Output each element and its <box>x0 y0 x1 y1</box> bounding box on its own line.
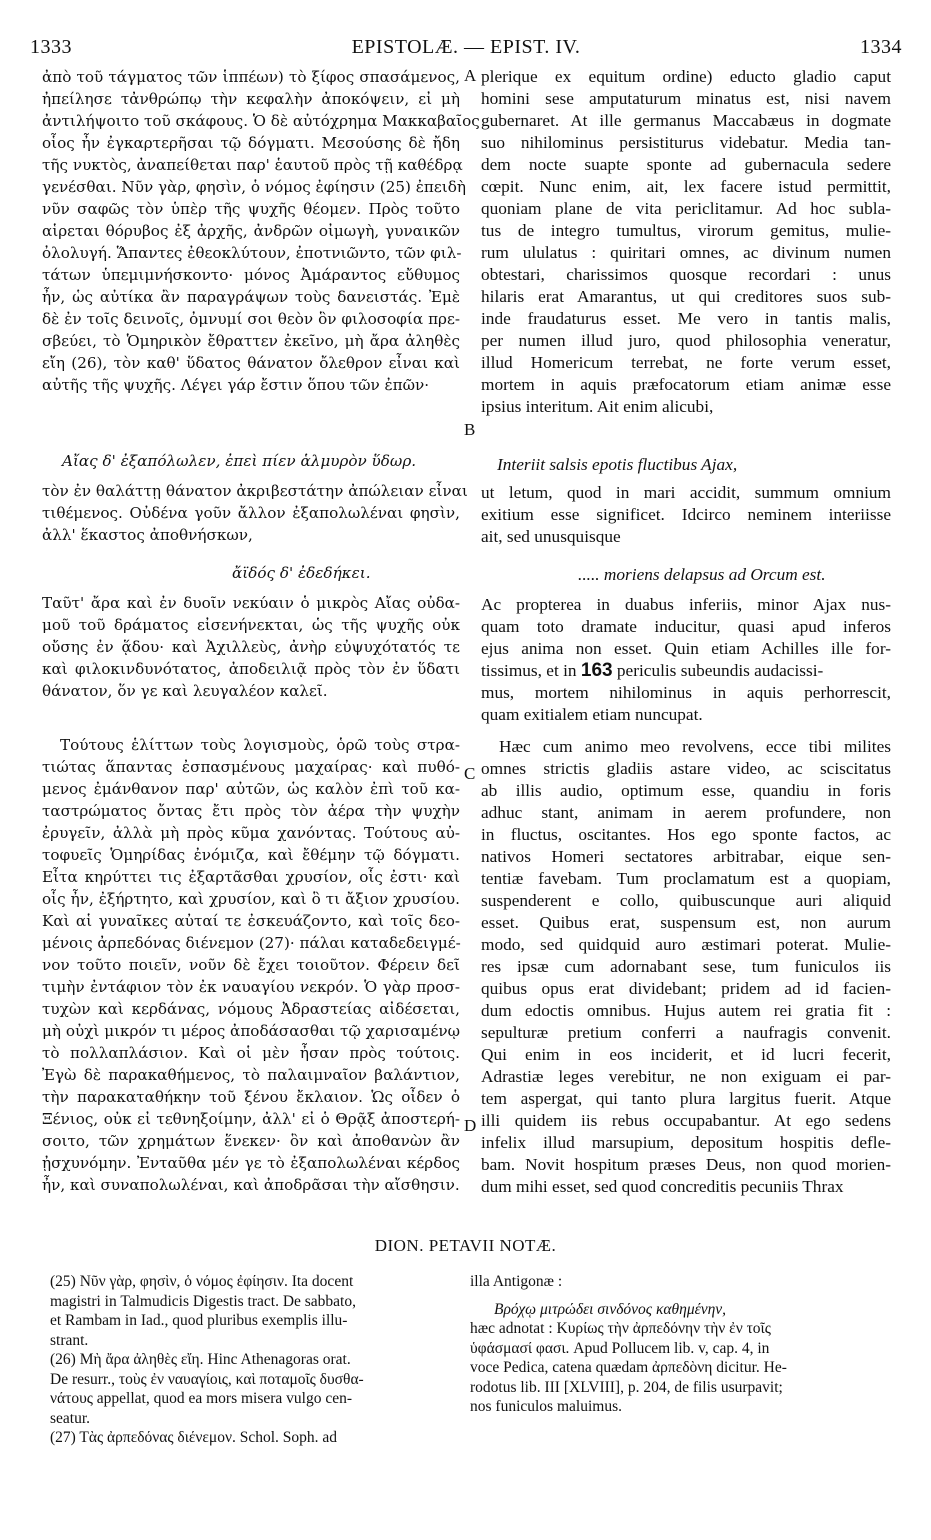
greek-line: αὐτῆς τῆς ψυχῆς. Λέγει γάρ ἔστιν ὅπου τῶν ἐπῶν· <box>42 376 430 394</box>
notes-right-column <box>470 1272 890 1417</box>
latin-line: ab illis audio, optimum esse, quandiu in foris <box>481 781 891 800</box>
greek-line: ἦν, καὶ συναπολωλέναι, καὶ ἀποδρᾶσαι τὴν αἴσθησιν. <box>42 1176 460 1194</box>
note-line: (25) Νῦν γὰρ, φησὶν, ὁ νόμος ἐφίησιν. Ita docent <box>50 1273 354 1290</box>
latin-line: obtestari, charissimos quosque recordari : unus <box>481 265 891 284</box>
latin-line: Qui enim in eos inciderit, et id lucri fecerit, <box>481 1045 891 1064</box>
right-page-number: 1334 <box>860 36 902 58</box>
latin-verse-2 <box>578 564 878 586</box>
greek-line: μοῦ τοῦ δράματος εἰσενήνεκται, ὡς τῆς ψυχῆς οὐκ <box>42 616 460 634</box>
latin-line: quoniam plane de vita periclitamur. Ad hoc subla- <box>481 199 891 218</box>
latin-line: mus, mortem nihilominus in aquis perhorrescit, <box>481 683 891 702</box>
note-line: et Rambam in Iad., quod pluribus exemplis illu- <box>50 1312 348 1329</box>
greek-line: τὴν παρακαταθήκην τοῦ ξένου ἔκλαιον. Ὡς οἶδεν ὁ <box>42 1088 460 1106</box>
latin-line: tem aspergat, qui tanto plura largitus fuerit. Atque <box>481 1089 891 1108</box>
note-line: rodotus lib. III [XLVIII], p. 204, de filis usurpavit; <box>470 1378 783 1396</box>
greek-line: μενος ἐμάνθανον παρ' αὐτῶν, ὡς καλὸν ἐπὶ τοῦ κα- <box>42 780 460 798</box>
greek-line: ὀλολυγή. Ἅπαντες ἐθεοκλύτουν, ἐποτνιῶντο, τῶν φιλ- <box>42 244 462 262</box>
greek-line: ἐρυγεῖν, ἀλλὰ μὴ πρὸς κῦμα χανόντας. Τούτους αὐ- <box>42 824 460 842</box>
note-verse-line: Βρόχῳ μιτρώδει σινδόνος καθημένην, <box>494 1300 727 1318</box>
latin-line: per numen illud juro, quod philosophia veneratur, <box>481 331 891 350</box>
latin-line-part: tissimus, et in <box>481 661 577 680</box>
greek-line: νῦν σαφῶς τὸν ὑπὲρ τῆς ψυχῆς θέομεν. Πρὸς τοῦτο <box>42 200 460 218</box>
latin-line <box>481 660 891 682</box>
greek-column-block-2 <box>42 480 468 546</box>
latin-line: exitium esse significet. Idcirco neminem interiisse <box>481 505 891 524</box>
greek-line: σβεύει, τὸ Ὁμηρικὸν ἔθραττεν ἐκεῖνο, μὴ ἄρα ἀληθὲς <box>42 332 460 350</box>
note-line: seatur. <box>50 1409 91 1427</box>
latin-line: dum edoctis omnibus. Hujus autem rei gratia fit : <box>481 1001 891 1020</box>
greek-line: μὴ οὐχὶ μικρόν τι μέρος ἀποδάσασθαι τῷ χαρισαμένῳ <box>42 1022 460 1040</box>
latin-line: dum mihi esset, sed quod concreditis pecuniis Thrax <box>481 1177 844 1196</box>
margin-letter-d: D <box>464 1116 477 1135</box>
page-marker: 163 <box>580 660 613 681</box>
latin-line: mortem in aquis præfocatorum etiam animæ esse <box>481 375 891 394</box>
greek-line: νον τοῦτο ποιεῖν, νοῦν δὲ ἔχει τοιοῦτον. Φέρειν δεῖ <box>42 956 460 974</box>
latin-line: sepulturæ pretium conferri a naufragis convenit. <box>481 1023 891 1042</box>
latin-verse-line: Interiit salsis epotis fluctibus Ajax, <box>497 455 738 474</box>
latin-line: modo, sed quidquid auro æstimari poterat. Mulie- <box>481 935 891 954</box>
notes-title: DION. PETAVII NOTÆ. <box>374 1236 557 1255</box>
latin-column-block-1 <box>481 66 891 418</box>
greek-line: Ἐγὼ δὲ παρακαθήμενος, τὸ παλαιμναῖον βαλάντιον, <box>42 1066 460 1084</box>
greek-line: σοιτο, τῶν χρημάτων ἕνεκεν· ὃν καὶ ἀποθανὼν ἂν <box>42 1132 460 1150</box>
margin-letter-c: C <box>464 764 476 783</box>
latin-line: cœpit. Nunc enim, ait, lex facere istud permittit, <box>481 177 891 196</box>
note-line: hæc adnotat : Κυρίως τὴν ἀρπεδόνην τὴν ἐν τοῖς <box>470 1320 771 1337</box>
note-line: De resurr., τοὺς ἐν ναυαγίοις, καὶ ποταμοῖς δυσθα- <box>50 1370 364 1388</box>
latin-line: res ipsæ cum adornabant sese, tum funiculos iis <box>481 957 891 976</box>
running-header <box>30 36 902 62</box>
greek-line: ἦν, ὡς αὐτίκα ἂν παραγράψων τοὺς δανειστάς. Ἐμὲ <box>42 288 460 306</box>
latin-line: illud Homericum terrebat, ne forte verum esset, <box>481 353 891 372</box>
latin-line: tentiæ favebam. Tum proclamatum est a quopiam, <box>481 869 891 888</box>
latin-line: quam exitialem etiam nuncupat. <box>481 705 703 724</box>
latin-line: rum ululatus : quiritari omnes, ac divinum numen <box>481 243 891 262</box>
latin-line-part: periculis subeundis audacissi- <box>616 661 824 680</box>
latin-line: homini sese amputaturum minatus est, nisi navem <box>481 89 891 108</box>
latin-line: adhuc stant, animam in aerem profundere, non <box>481 803 891 822</box>
note-line: (26) Μὴ ἄρα ἀληθὲς εἴη. Hinc Athenagoras orat. <box>50 1351 351 1368</box>
margin-letter-b: B <box>464 420 476 439</box>
note-line: illa Antigonæ : <box>470 1273 563 1290</box>
note-line: ὑφάσμασί φασι. Apud Pollucem lib. v, cap. 4, in <box>470 1339 770 1357</box>
latin-verse-line: ..... moriens delapsus ad Orcum est. <box>578 565 826 584</box>
latin-column-block-4 <box>481 736 891 1198</box>
greek-line: Εἶτα κηρύττει τις ἐξαρτᾶσθαι χρυσίον, οἷς ἐστι· καὶ <box>42 868 460 886</box>
latin-line: omnes strictis gladiis astare video, ac sciscitatus <box>481 759 891 778</box>
latin-line: dem nocte suapte sponte ad gubernacula sedere <box>481 155 891 174</box>
note-line: voce Pedica, catena quædam ἀρπεδὸνη dicitur. He- <box>470 1359 787 1376</box>
latin-line: tus de integro tumultus, virorum gemitus, mulie- <box>481 221 891 240</box>
note-line: νάτους appellat, quod ea mors misera vulgo cen- <box>50 1390 353 1407</box>
greek-line: τυχὼν καὶ κερδάνας, νόμους Ἀδραστείας αἰδέσεται, <box>42 1000 460 1018</box>
latin-line: Adrastiæ leges verebitur, ne non exiguam ei par- <box>481 1067 891 1086</box>
latin-line: suo nihilominus persistiturus videbatur. Media tan- <box>481 133 891 152</box>
greek-line: τιώτας ἅπαντας ἐσπασμένους μαχαίρας· καὶ πυθό- <box>42 758 460 776</box>
greek-line: ᾐσχυνόμην. Ἐνταῦθα μέν γε τὸ ἐξαπολωλέναι κέρδος <box>42 1154 460 1172</box>
greek-line: Τούτους ἑλίττων τοὺς λογισμοὺς, ὁρῶ τοὺς στρα- <box>60 736 460 754</box>
notes-left-column <box>50 1272 460 1448</box>
greek-line: τὸν ἐν θαλάττῃ θάνατον ἀκριβεστάτην ἀπώλειαν εἶναι <box>42 482 468 500</box>
greek-line: Ξένιος, οὐκ εἰ τεθνηξοίμην, ἀλλ' εἰ ὁ Θρᾷξ ἀποστερή- <box>42 1110 460 1128</box>
greek-line: τῆς νυκτὸς, ἀναπείθεται παρ' ἑαυτοῦ πρὸς τῇ καθέδρᾳ <box>42 156 463 174</box>
greek-line: τὸ πολλαπλάσιον. Καὶ οἱ μὲν ἦσαν πρὸς τούτοις. <box>42 1044 460 1062</box>
latin-line: inde fraudaturus esset. Me vero in tantis malis, <box>481 309 891 328</box>
latin-line: suspenderent e collo, quibuscunque auri aliquid <box>481 891 891 910</box>
latin-line: gubernaret. At ille germanus Maccabæus in dogmate <box>481 111 891 130</box>
greek-line: Καὶ αἱ γυναῖκες αὐταί τε ἐσκευάζοντο, καὶ τοῖς δεο- <box>42 912 460 930</box>
latin-verse-1 <box>497 454 907 476</box>
greek-column-block-4 <box>42 734 460 1196</box>
latin-line: esset. Quibus erat, suspensum est, non aurum <box>481 913 891 932</box>
left-page-number: 1333 <box>30 36 72 58</box>
latin-line: Hæc cum animo meo revolvens, ecce tibi milites <box>499 737 891 756</box>
greek-line: τάτων ὑπεμιμνήσκοντο· μόνος Ἀμάραντος εὔθυμος <box>42 266 460 284</box>
greek-column-block-3 <box>42 592 460 702</box>
greek-line: ἀπὸ τοῦ τάγματος τῶν ἱππέων) τὸ ξίφος σπασάμενος, <box>42 68 460 86</box>
running-title: EPISTOLÆ. — EPIST. IV. <box>351 36 581 58</box>
greek-line: ἀλλ' ἕκαστος ἀποθνήσκων, <box>42 526 253 544</box>
latin-line: quam toto dramate inducitur, quasi apud inferos <box>481 617 891 636</box>
greek-verse-2 <box>232 562 432 584</box>
greek-verse-1 <box>62 450 480 472</box>
latin-line: bam. Novit hospitum præses Deus, non quod morien- <box>481 1155 891 1174</box>
greek-line: μένοις ἀρπεδόνας διένεμον (27)· πάλαι καταδεδειγμέ- <box>42 934 461 952</box>
greek-line: τοφυεῖς Ὁμηρίδας ἐνόμιζα, καὶ ἔθέμην τῷ δόγματι. <box>42 846 460 864</box>
greek-line: δὲ ἐν τοῖς δεινοῖς, ὀμνυμί σοι θεὸν ὃν φιλοσοφία πρε- <box>42 310 460 328</box>
note-line: magistri in Talmudicis Digestis tract. De sabbato, <box>50 1292 356 1310</box>
latin-line: plerique ex equitum ordine) educto gladio caput <box>481 67 891 86</box>
latin-line: hilaris erat Amarantus, ut qui creditores suos sub- <box>481 287 891 306</box>
latin-column-block-3 <box>481 594 891 726</box>
greek-line: αἱρεται θόρυβος ἐξ ἀρχῆς, ἀνδρῶν οἰμωγὴ, γυναικῶν <box>42 222 460 240</box>
latin-line: quibus opus erat dividebant; pridem ad id facien- <box>481 979 891 998</box>
greek-line: Ταῦτ' ἄρα καὶ ἐν δυοῖν νεκύαιν ὁ μικρὸς Αἴας οὐδα- <box>42 594 460 612</box>
greek-line: οἷς ἦν, ἐξήρτητο, καὶ χρυσίον, καὶ ὃ τι ἄξιον χρυσίου. <box>42 890 460 908</box>
greek-column-block-1 <box>42 66 480 396</box>
latin-line: ejus anima non esset. Quin etiam Achilles ille for- <box>481 639 891 658</box>
latin-line: ait, sed unusquisque <box>481 527 621 546</box>
greek-line: τιθέμενος. Οὐδένα γοῦν ἄλλον ἐξαπολωλέναι φησὶν, <box>42 504 460 522</box>
latin-line: nativos Homeri sectatores arbitrabar, eique sen- <box>481 847 891 866</box>
greek-line: οὔσης ἐν ᾅδου· καὶ Ἀχιλλεὺς, ἀνὴρ εὐψυχότατός τε <box>42 638 460 656</box>
greek-verse-line: ἄϊδός δ' ἐδεδήκει. <box>232 564 371 582</box>
greek-line: οἷος ἦν ἐγκαρτερῆσαι τῷ δόγματι. Μεσούσης δὲ ἤδη <box>42 134 460 152</box>
greek-line: τιμὴν ἐντάφιον τὸν ἐκ ναυαγίου νεκρόν. Ὁ γὰρ προσ- <box>42 978 460 996</box>
greek-line: καὶ φιλοκινδυνότατος, ἀποδειλιᾷ πρὸς τὸν ἐν ὕδατι <box>42 660 460 678</box>
greek-line: ταστρώματος ὄντας ἔτι πρὸς τὸν ἀέρα τὴν ψυχὴν <box>42 802 460 820</box>
latin-line: in fluctus, oscitantes. Hos ego sponte factos, ac <box>481 825 891 844</box>
note-line: (27) Τὰς ἀρπεδόνας διένεμον. Schol. Soph. ad <box>50 1429 338 1446</box>
greek-line: ἠπείλησε τἀνθρώπῳ τὴν κεφαλὴν ἀποκόψειν, εἰ μὴ <box>42 90 460 108</box>
greek-line: ἀντιλήψοιτο τοῦ σκάφους. Ὁ δὲ αὐτόχρημα Μακκαβαῖος <box>42 112 480 130</box>
latin-line: infelix illud marsupium, depositum hospitis defle- <box>481 1133 891 1152</box>
latin-line: Ac propterea in duabus inferiis, minor Ajax nus- <box>481 595 891 614</box>
greek-line: γενέσθαι. Νῦν γὰρ, φησὶν, ὁ νόμος ἐφίησιν (25) ἐπειδὴ <box>42 178 466 196</box>
latin-line: ipsius interitum. Ait enim alicubi, <box>481 397 714 416</box>
greek-line: θάνατον, ὅν γε καὶ λευγαλέον καλεῖ. <box>42 682 328 700</box>
note-line: strant. <box>50 1331 89 1349</box>
latin-line: ut letum, quod in mari accidit, summum omnium <box>481 483 891 502</box>
margin-letter-a: A <box>464 66 477 85</box>
latin-line: illi quidem iis rebus occupabantur. At ego sedens <box>481 1111 891 1130</box>
greek-line: εἴη (26), τὸν καθ' ὕδατος θάνατον ὄλεθρον εἶναι καὶ <box>42 354 460 372</box>
latin-column-block-2 <box>481 482 891 548</box>
greek-verse-line: Αἴας δ' ἐξαπόλωλεν, ἐπεὶ πίεν ἁλμυρὸν ὕδωρ. <box>62 452 417 470</box>
note-line: nos funiculos maluimus. <box>470 1398 622 1415</box>
